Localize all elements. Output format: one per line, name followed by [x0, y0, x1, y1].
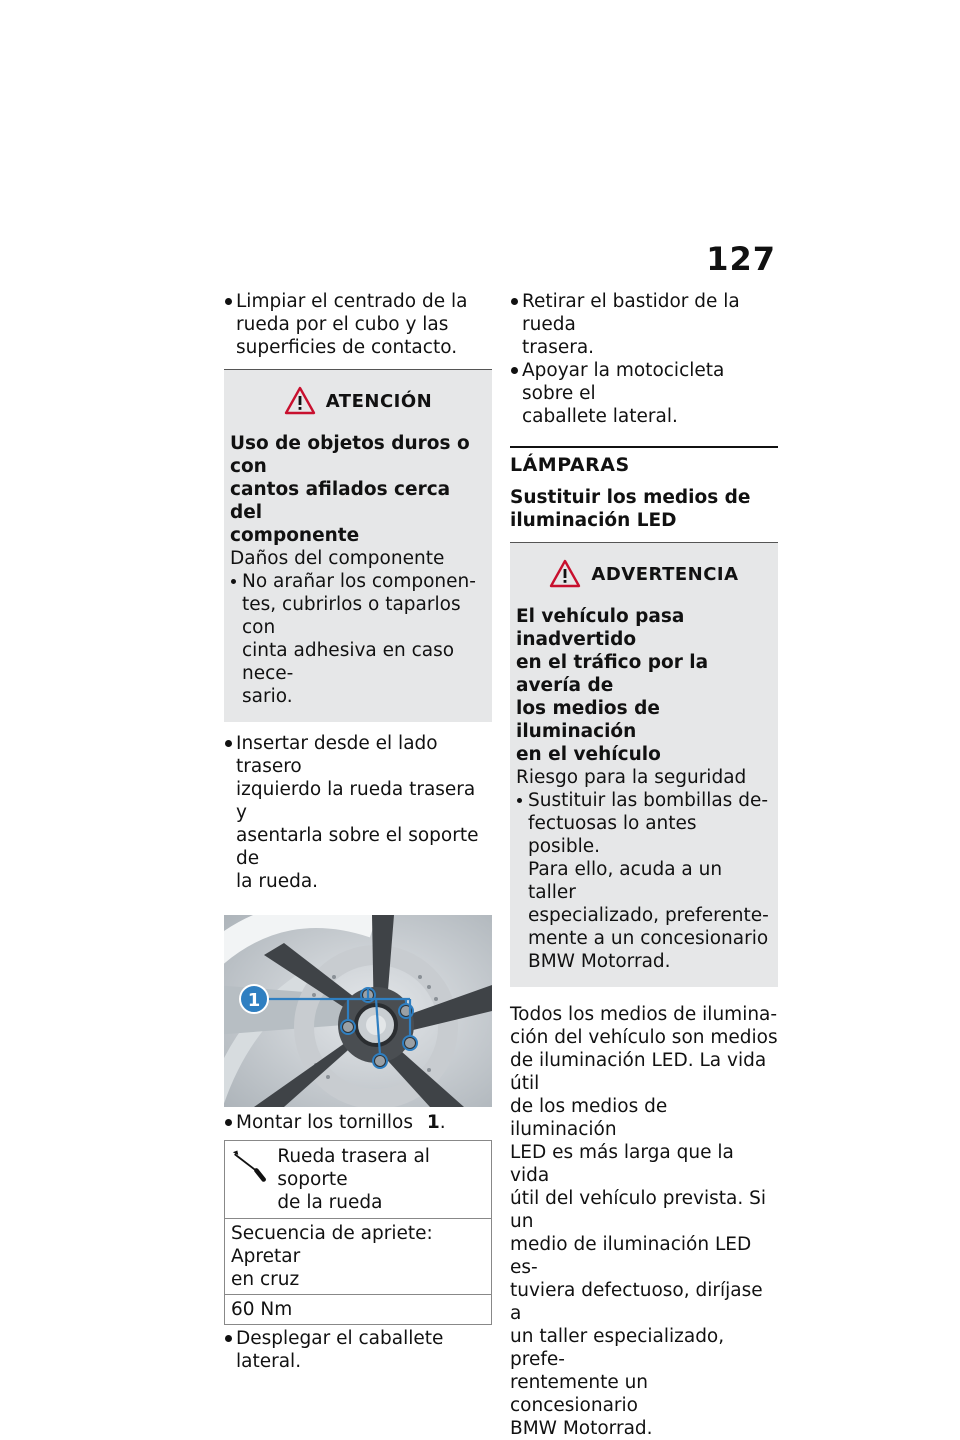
text-line: caballete lateral.: [522, 406, 678, 427]
instruction-rest-on-stand: [510, 359, 778, 428]
attention-action: [230, 570, 486, 708]
warning-triangle-icon: [549, 559, 581, 589]
warning-action: [516, 789, 772, 973]
text-line: de la rueda: [277, 1192, 383, 1213]
left-column: [224, 290, 492, 1373]
text-line: tes, cubrirlos o taparlos con: [242, 594, 461, 638]
text-line: El vehículo pasa inadvertido: [516, 606, 685, 650]
period: .: [439, 1112, 446, 1133]
torque-spec-table: [224, 1140, 492, 1325]
text-line: Desplegar el caballete lateral.: [236, 1328, 444, 1372]
text-line: Todos los medios de ilumina-: [510, 1004, 778, 1025]
torque-value: 60 Nm: [231, 1299, 293, 1320]
warning-consequence: Riesgo para la seguridad: [516, 767, 747, 788]
text-line: No arañar los componen-: [242, 571, 476, 592]
text-line: sario.: [242, 686, 293, 707]
bolt-reference: 1: [426, 1112, 440, 1133]
text-line: Sustituir los medios de: [510, 487, 751, 508]
text-line: Retirar el bastidor de la rueda: [522, 291, 740, 335]
text-line: Secuencia de apriete: Apretar: [231, 1223, 433, 1267]
rear-wheel-illustration: [224, 915, 492, 1107]
text-line: fectuosas lo antes posible.: [528, 813, 697, 857]
text-line: Uso de objetos duros o con: [230, 433, 470, 477]
text-line: en el tráfico por la avería de: [516, 652, 709, 696]
right-column: [510, 290, 778, 1440]
text-line: Apoyar la motocicleta sobre el: [522, 360, 725, 404]
attention-consequence: Daños del componente: [230, 548, 445, 569]
led-paragraph: [510, 1003, 778, 1440]
text-line: Para ello, acuda a un taller: [528, 859, 723, 903]
callout-number: 1: [247, 990, 261, 1011]
warning-title: ADVERTENCIA: [591, 563, 739, 585]
instruction-fit-bolts: [224, 1111, 492, 1134]
text-line: en cruz: [231, 1269, 300, 1290]
text-line: iluminación LED: [510, 510, 677, 531]
torque-spec-header: [225, 1141, 491, 1219]
text-line: izquierdo la rueda trasera y: [236, 779, 476, 823]
warning-hazard: [516, 605, 772, 766]
text-line: medio de iluminación LED es-: [510, 1234, 752, 1278]
text-line: mente a un concesionario: [528, 928, 769, 949]
warning-notice: [510, 542, 778, 987]
text-line: superficies de contacto.: [236, 337, 458, 358]
text-line: cinta adhesiva en caso nece-: [242, 640, 455, 684]
text-line: Insertar desde el lado trasero: [236, 733, 438, 777]
text-line: útil del vehículo prevista. Si un: [510, 1188, 767, 1232]
subsection-title: [510, 486, 778, 532]
torque-spec-title: [277, 1145, 485, 1214]
page-number: 127: [706, 240, 776, 278]
section-title: LÁMPARAS: [510, 446, 778, 482]
instruction-clean-wheel: [224, 290, 492, 359]
text-line: cantos afilados cerca del: [230, 479, 451, 523]
text-line: de iluminación LED. La vida útil: [510, 1050, 767, 1094]
text-line: componente: [230, 525, 360, 546]
instruction-remove-stand: [510, 290, 778, 359]
text-line: especializado, preferente-: [528, 905, 769, 926]
attention-hazard: [230, 432, 486, 547]
text-line: la rueda.: [236, 871, 319, 892]
text-line: Limpiar el centrado de la: [236, 291, 468, 312]
text-line: rueda por el cubo y las: [236, 314, 449, 335]
warning-triangle-icon: [284, 386, 316, 416]
instruction-insert-wheel: [224, 732, 492, 893]
text-line: los medios de iluminación: [516, 698, 660, 742]
text-line: Rueda trasera al soporte: [277, 1146, 430, 1190]
torque-sequence: [225, 1219, 491, 1295]
warning-header: [516, 559, 772, 589]
text-line: LED es más larga que la vida: [510, 1142, 734, 1186]
text-line: tuviera defectuoso, diríjase a: [510, 1280, 763, 1324]
text-line: un taller especializado, prefe-: [510, 1326, 725, 1370]
instruction-side-stand: [224, 1327, 492, 1373]
rear-wheel-figure: [224, 915, 492, 1107]
text-line: ción del vehículo son medios: [510, 1027, 778, 1048]
text-line: de los medios de iluminación: [510, 1096, 668, 1140]
text-line: trasera.: [522, 337, 595, 358]
text-line: Montar los tornillos: [236, 1112, 414, 1133]
text-line: BMW Motorrad.: [510, 1418, 653, 1439]
attention-notice: [224, 369, 492, 722]
text-line: en el vehículo: [516, 744, 661, 765]
text-line: asentarla sobre el soporte de: [236, 825, 479, 869]
text-line: BMW Motorrad.: [528, 951, 671, 972]
attention-title: ATENCIÓN: [325, 390, 433, 412]
text-line: rentemente un concesionario: [510, 1372, 649, 1416]
attention-header: [230, 386, 486, 416]
text-line: Sustituir las bombillas de-: [528, 790, 769, 811]
torque-wrench-icon: [231, 1145, 267, 1185]
